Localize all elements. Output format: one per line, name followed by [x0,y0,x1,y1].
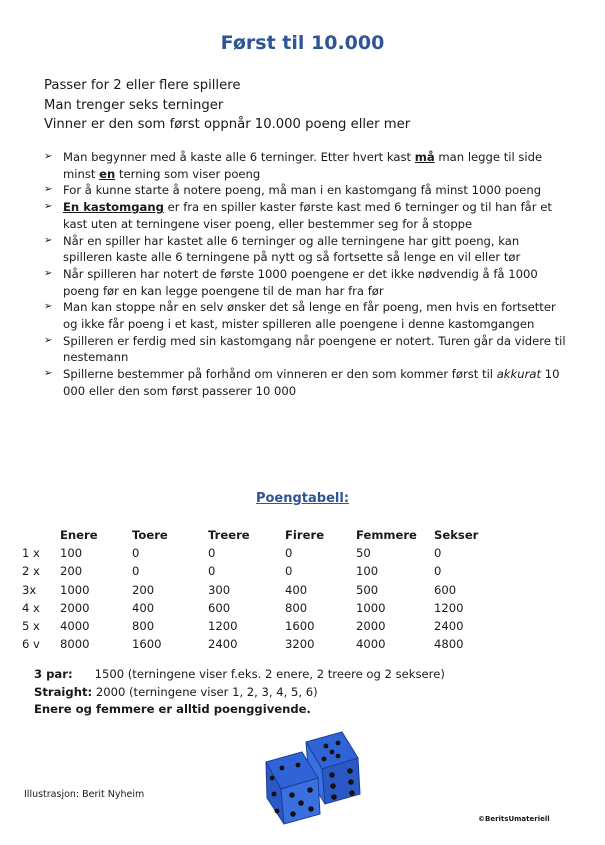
table-row [22,635,504,653]
table-cell: 4800 [434,637,464,652]
rule-item: ➢ Når en spiller har kastet alle 6 terninger og alle terningene har gitt poeng, kan spilleren kaste alle 6 terningene på nytt og så fortsette så lenge en vil eller tør [44,233,521,265]
table-cell: 200 [60,564,83,579]
table-cell: 2000 [356,619,386,634]
arrow-bullet-icon: ➢ [44,334,53,346]
row-label: 1 x [22,546,40,561]
table-cell: 3200 [285,637,315,652]
table-cell: 50 [356,546,371,561]
table-cell: 2400 [208,637,238,652]
rule-item: ➢ En kastomgang er fra en spiller kaster første kast med 6 terninger og til han får et kast uten at terningene viser poeng, eller bestemmer seg for å stoppe [44,200,552,231]
arrow-bullet-icon: ➢ [44,201,53,213]
table-cell: 1200 [434,600,464,615]
column-header: Sekser [434,528,479,543]
row-label: 5 x [22,619,40,634]
table-cell: 100 [356,564,379,579]
table-cell: 500 [356,582,379,597]
brand-label: ©BeritsUmateriell [478,815,550,823]
table-cell: 0 [285,546,293,561]
rule-item: ➢ Man kan stoppe når en selv ønsker det så lenge en får poeng, men hvis en fortsetter og ikke får poeng i et kast, mister spilleren alle poengene i denne kastomgangen [44,300,556,332]
table-row [22,617,504,635]
intro-block [44,76,410,135]
table-cell: 0 [132,546,140,561]
table-row [22,581,504,599]
table-cell: 100 [60,546,83,561]
row-label: 3x [22,582,37,597]
intro-line: Vinner er den som først oppnår 10.000 poeng eller mer [44,117,411,132]
table-cell: 0 [208,564,216,579]
table-cell: 300 [208,582,231,597]
column-header: Toere [132,528,168,543]
page-title: Først til 10.000 [220,32,385,54]
table-cell: 0 [208,546,216,561]
arrow-bullet-icon: ➢ [44,267,53,279]
table-cell: 400 [285,582,308,597]
table-cell: 0 [285,564,293,579]
table-cell: 0 [434,564,442,579]
table-cell: 200 [132,582,155,597]
table-cell: 2000 [60,600,90,615]
table-cell: 8000 [60,637,90,652]
table-cell: 1000 [60,582,90,597]
table-cell: 0 [132,564,140,579]
table-cell: 0 [434,546,442,561]
intro-line: Man trenger seks terninger [44,97,224,113]
table-row [22,544,504,562]
table-row [22,562,504,580]
table-cell: 800 [285,600,308,615]
rule-item: ➢ Når spilleren har notert de første 1000 poengene er det ikke nødvendig å få 1000 poeng før en kan legge poengene til de man har fra før [44,266,538,298]
table-cell: 2400 [434,619,464,634]
table-cell: 4000 [60,619,90,634]
column-header: Treere [208,528,250,543]
column-header: Enere [60,528,98,543]
row-label: 4 x [22,600,40,615]
arrow-bullet-icon: ➢ [44,184,53,196]
notes-block [34,666,445,719]
table-cell: 1600 [285,619,315,634]
rule-item: ➢ Man begynner med å kaste alle 6 terninger. Etter hvert kast må man legge til side minst en terning som viser poeng [44,150,543,181]
rule-item: ➢ Spillerne bestemmer på forhånd om vinneren er den som kommer først til akkurat 10 000 eller den som først passerer 10 000 [44,367,560,398]
table-cell: 1200 [208,619,238,634]
table-cell: 600 [434,582,457,597]
arrow-bullet-icon: ➢ [44,301,53,313]
illustration-credit: Illustrasjon: Berit Nyheim [24,789,145,800]
three-pairs-line: 3 par: 1500 (terningene viser f.eks. 2 enere, 2 treere og 2 seksere) [34,667,445,681]
rules-list [44,149,569,400]
arrow-bullet-icon: ➢ [44,151,53,162]
dice-illustration [262,728,382,826]
always-points-line: Enere og femmere er alltid poenggivende. [34,702,311,716]
rule-item: ➢ For å kunne starte å notere poeng, må man i en kastomgang få minst 1000 poeng [44,183,542,198]
score-table-title: Poengtabell: [255,491,350,506]
score-table [22,526,504,653]
arrow-bullet-icon: ➢ [44,234,53,246]
row-label: 2 x [22,564,40,579]
table-cell: 400 [132,600,155,615]
intro-line: Passer for 2 eller flere spillere [44,78,241,93]
arrow-bullet-icon: ➢ [44,368,53,380]
table-cell: 1000 [356,600,386,615]
table-row [22,599,504,617]
column-header: Femmere [356,528,417,543]
table-cell: 1600 [132,637,162,652]
table-cell: 4000 [356,637,386,652]
rule-item: ➢ Spilleren er ferdig med sin kastomgang når poengene er notert. Turen går da videre til nestemann [44,333,566,365]
straight-line: Straight: 2000 (terningene viser 1, 2, 3, 4, 5, 6) [34,684,318,699]
table-cell: 800 [132,619,155,634]
column-header: Firere [285,528,325,543]
table-cell: 600 [208,600,231,615]
table-header-row [22,526,504,544]
row-label: 6 v [22,637,40,652]
